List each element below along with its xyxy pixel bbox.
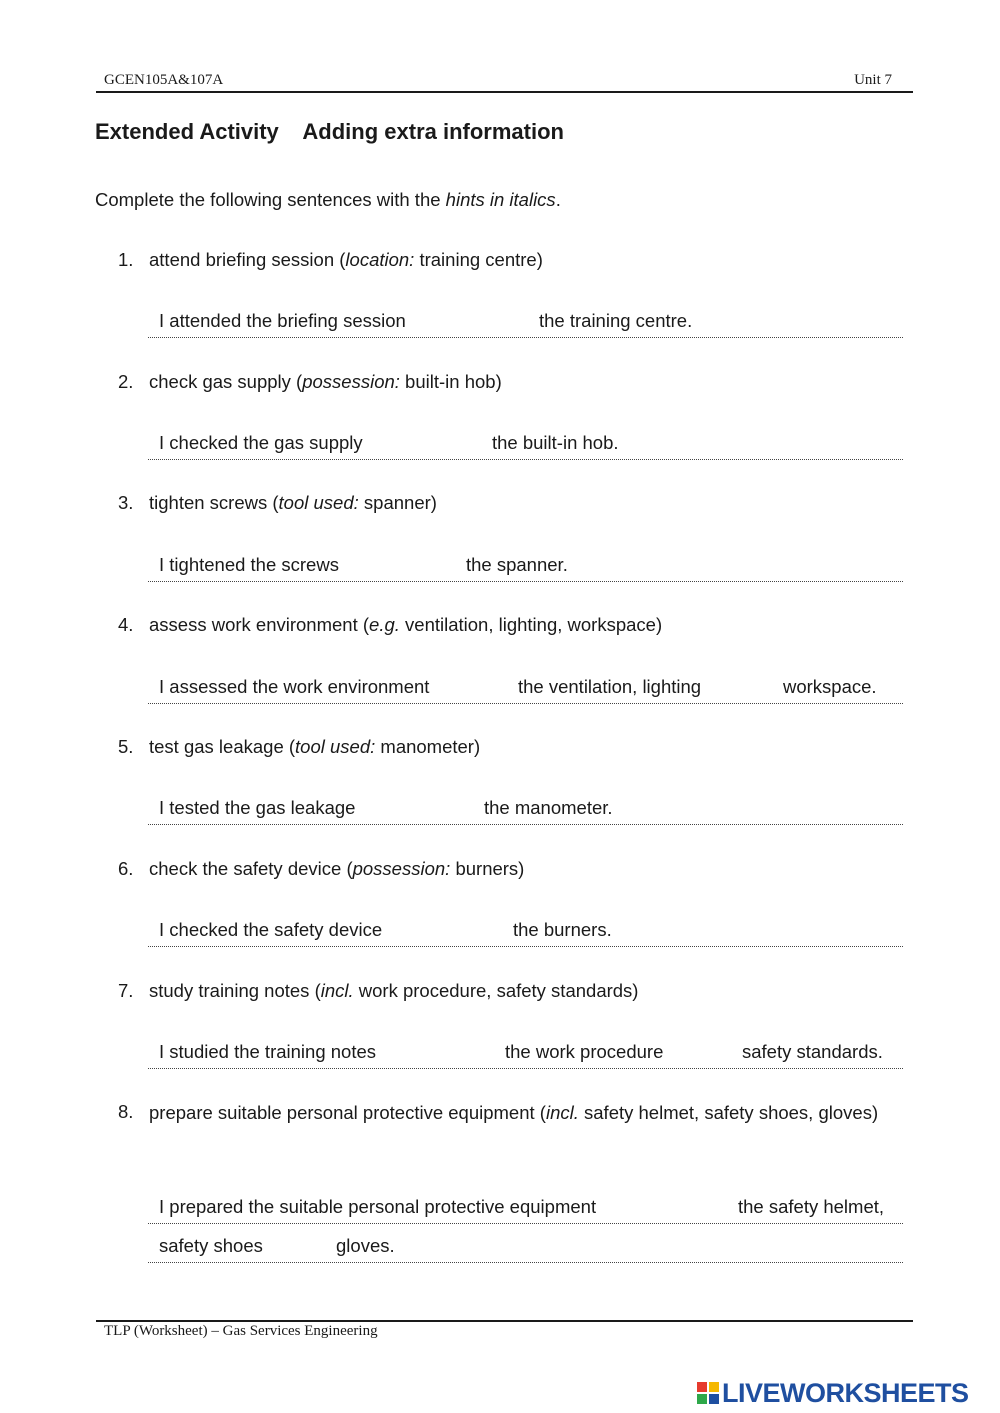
answer-text: the manometer. bbox=[484, 797, 613, 818]
answer-text: I studied the training notes bbox=[159, 1041, 377, 1062]
answer-text: I checked the safety device bbox=[159, 919, 383, 940]
answer-line-4[interactable] bbox=[148, 674, 903, 704]
answer-text: workspace. bbox=[783, 676, 877, 697]
answer-line-8b[interactable] bbox=[148, 1233, 903, 1263]
question-1: 1. attend briefing session (location: training centre) bbox=[118, 249, 543, 270]
answer-text: I attended the briefing session bbox=[159, 310, 406, 331]
question-2: 2. check gas supply (possession: built-in hob) bbox=[118, 371, 502, 392]
question-8-number: 8. bbox=[118, 1101, 134, 1122]
answer-line-3[interactable] bbox=[148, 552, 903, 582]
answer-line-8a[interactable] bbox=[148, 1194, 903, 1224]
answer-text: the ventilation, lighting bbox=[518, 676, 702, 697]
liveworksheets-logo-icon bbox=[697, 1382, 719, 1404]
answer-text: I prepared the suitable personal protective equipment bbox=[159, 1196, 597, 1217]
answer-text: I checked the gas supply bbox=[159, 432, 363, 453]
question-3: 3. tighten screws (tool used: spanner) bbox=[118, 492, 437, 513]
question-6: 6. check the safety device (possession: burners) bbox=[118, 858, 525, 879]
answer-text: the training centre. bbox=[539, 310, 693, 331]
answer-text: safety shoes bbox=[159, 1235, 263, 1256]
answer-line-7[interactable] bbox=[148, 1039, 903, 1069]
answer-text: the safety helmet, bbox=[738, 1196, 885, 1217]
answer-text: I assessed the work environment bbox=[159, 676, 430, 697]
question-8: prepare suitable personal protective equipment (incl. safety helmet, safety shoes, gloves) bbox=[149, 1102, 879, 1123]
question-7: 7. study training notes (incl. work procedure, safety standards) bbox=[118, 980, 639, 1001]
unit-label: Unit 7 bbox=[854, 72, 892, 88]
answer-text: I tightened the screws bbox=[159, 554, 339, 575]
answer-line-2[interactable] bbox=[148, 430, 903, 460]
answer-line-1[interactable] bbox=[148, 308, 903, 338]
answer-line-6[interactable] bbox=[148, 917, 903, 947]
answer-text: I tested the gas leakage bbox=[159, 797, 356, 818]
logo-text: LIVEWORKSHEETS bbox=[722, 1377, 969, 1408]
answer-text: the spanner. bbox=[466, 554, 568, 575]
answer-text: gloves. bbox=[336, 1235, 395, 1256]
footer-rule bbox=[96, 1320, 913, 1322]
answer-text: the burners. bbox=[513, 919, 612, 940]
question-5: 5. test gas leakage (tool used: manometer) bbox=[118, 736, 481, 757]
liveworksheets-logo bbox=[697, 1377, 969, 1409]
course-code: GCEN105A&107A bbox=[104, 72, 224, 88]
page-title: Extended Activity Adding extra information bbox=[95, 119, 564, 144]
answer-line-5[interactable] bbox=[148, 795, 903, 825]
instructions: Complete the following sentences with the hints in italics. bbox=[95, 189, 561, 210]
answer-text: the built-in hob. bbox=[492, 432, 619, 453]
answer-text: the work procedure bbox=[505, 1041, 664, 1062]
footer-text: TLP (Worksheet) – Gas Services Engineering bbox=[104, 1323, 378, 1339]
question-4: 4. assess work environment (e.g. ventilation, lighting, workspace) bbox=[118, 614, 663, 635]
answer-text: safety standards. bbox=[742, 1041, 883, 1062]
header-rule bbox=[96, 91, 913, 93]
